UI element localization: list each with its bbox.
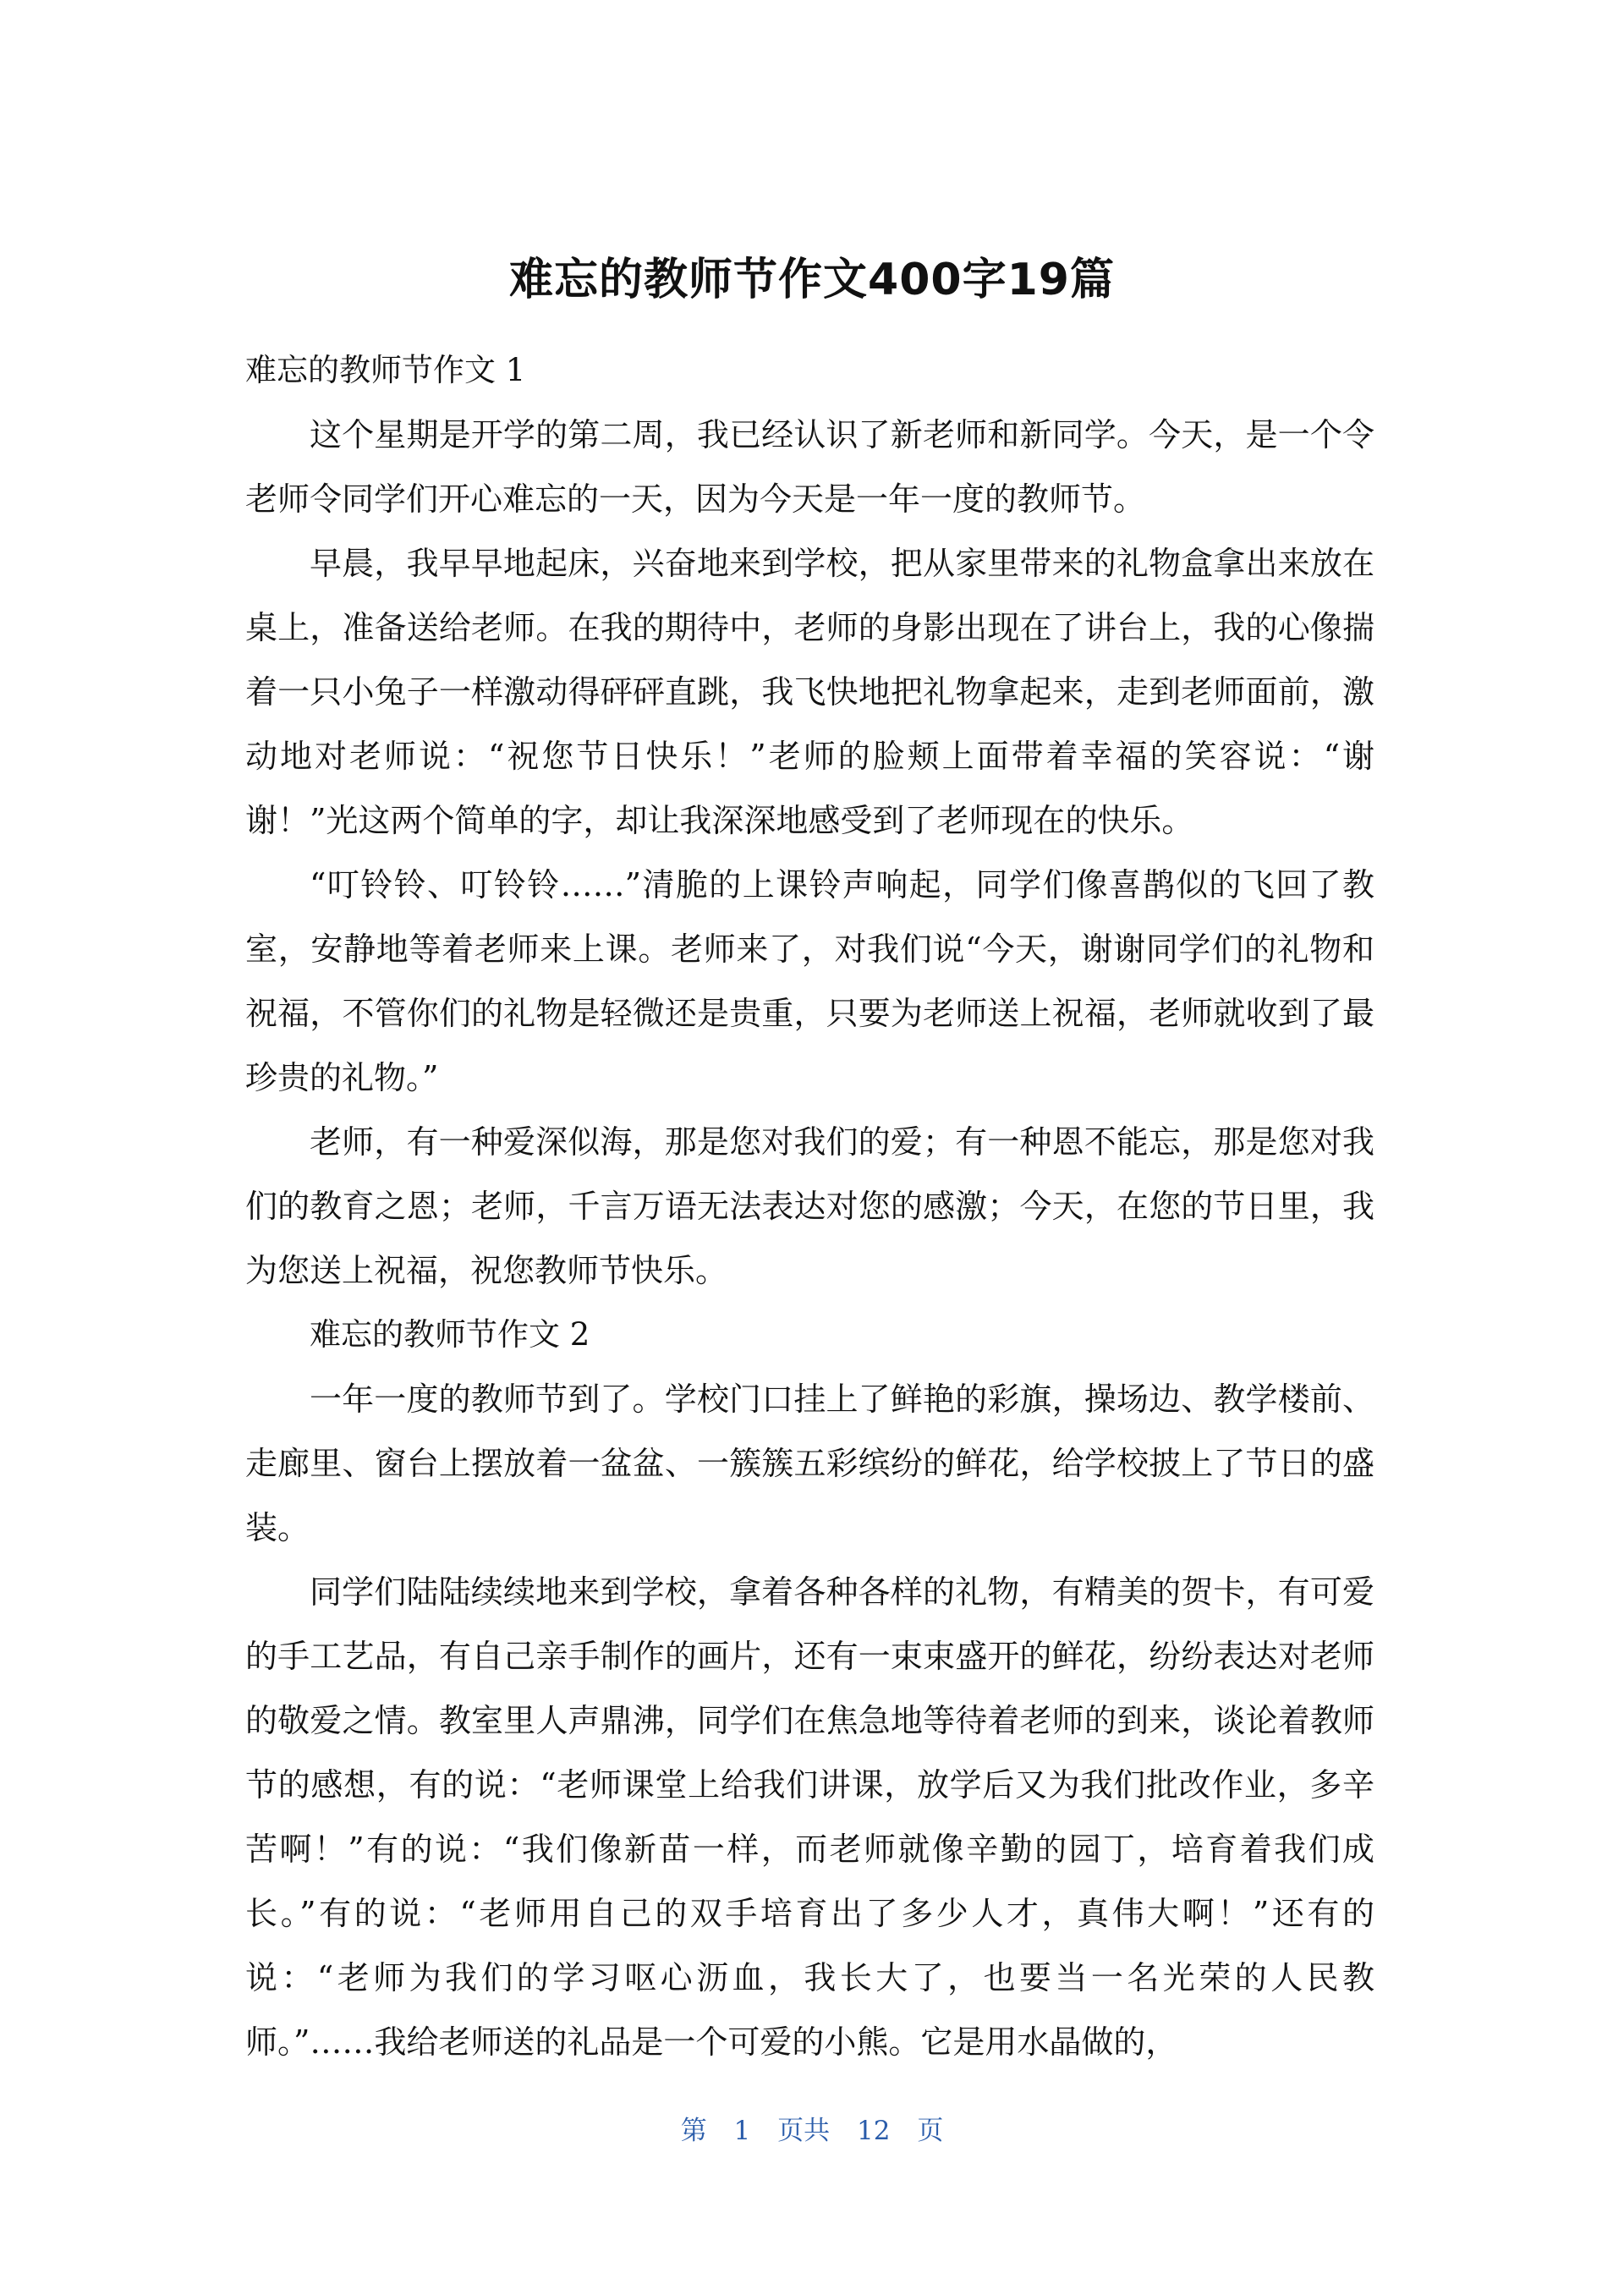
paragraph: 老师，有一种爱深似海，那是您对我们的爱；有一种恩不能忘，那是您对我们的教育之恩；老师，千言万语无法表达对您的感激；今天，在您的节日里，我为您送上祝福，祝您教师节快乐。 <box>245 1123 1374 1289</box>
document-body <box>245 338 1374 2074</box>
footer-current-page: 1 <box>733 2116 751 2146</box>
document-title: 难忘的教师节作文400字19篇 <box>509 255 1115 305</box>
paragraph: “叮铃铃、叮铃铃……”清脆的上课铃声响起，同学们像喜鹊似的飞回了教室，安静地等着老师来上课。老师来了，对我们说“今天，谢谢同学们的礼物和祝福，不管你们的礼物是轻微还是贵重，只要为老师送上祝福，老师就收到了最珍贵的礼物。” <box>245 866 1374 1096</box>
section-heading-2: 难忘的教师节作文 2 <box>310 1316 590 1353</box>
footer-middle: 页共 <box>777 2116 831 2146</box>
footer-prefix: 第 <box>680 2116 707 2146</box>
paragraph: 同学们陆陆续续地来到学校，拿着各种各样的礼物，有精美的贺卡，有可爱的手工艺品，有自己亲手制作的画片，还有一束束盛开的鲜花，纷纷表达对老师的敬爱之情。教室里人声鼎沸，同学们在焦急地等待着老师的到来，谈论着教师节的感想，有的说：“老师课堂上给我们讲课，放学后又为我们批改作业，多辛苦啊！”有的说：“我们像新苗一样，而老师就像辛勤的园丁，培育着我们成长。”有的说：“老师用自己的双手培育出了多少人才，真伟大啊！”还有的说：“老师为我们的学习呕心沥血，我长大了，也要当一名光荣的人民教师。”……我给老师送的礼品是一个可爱的小熊。它是用水晶做的， <box>245 1573 1374 2061</box>
footer-total-pages: 12 <box>857 2116 891 2146</box>
section-heading-1: 难忘的教师节作文 1 <box>245 352 526 388</box>
paragraph: 早晨，我早早地起床，兴奋地来到学校，把从家里带来的礼物盒拿出来放在桌上，准备送给老师。在我的期待中，老师的身影出现在了讲台上，我的心像揣着一只小兔子一样激动得砰砰直跳，我飞快地把礼物拿起来，走到老师面前，激动地对老师说：“祝您节日快乐！”老师的脸颊上面带着幸福的笑容说：“谢谢！”光这两个简单的字，却让我深深地感受到了老师现在的快乐。 <box>245 545 1374 839</box>
paragraph: 一年一度的教师节到了。学校门口挂上了鲜艳的彩旗，操场边、教学楼前、走廊里、窗台上摆放着一盆盆、一簇簇五彩缤纷的鲜花，给学校披上了节日的盛装。 <box>245 1381 1374 1546</box>
footer-suffix: 页 <box>917 2116 944 2146</box>
page-footer <box>0 2109 1624 2147</box>
paragraph: 这个星期是开学的第二周，我已经认识了新老师和新同学。今天，是一个令老师令同学们开心难忘的一天，因为今天是一年一度的教师节。 <box>245 416 1374 518</box>
